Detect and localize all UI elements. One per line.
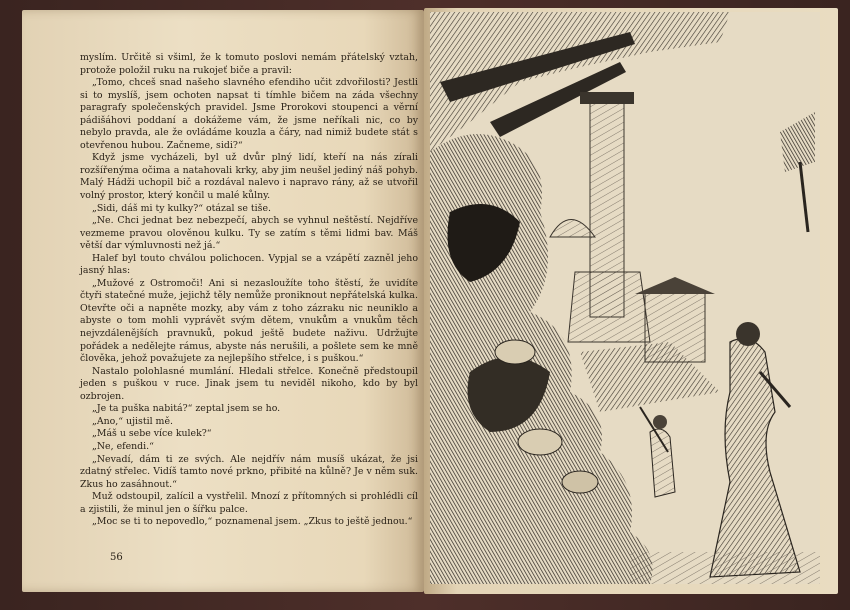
paragraph: „Je ta puška nabitá?“ zeptal jsem se ho. xyxy=(92,403,281,415)
ground xyxy=(630,552,820,584)
paragraph: „Ne, efendi.“ xyxy=(92,440,154,452)
paragraph: Muž odstoupil, zalícil a vystřelil. Mnozí z přítomných si prohlédli cíl a zjistili, že minul jen o šířku palce. xyxy=(80,491,418,515)
paragraph: „Sidi, dáš mi ty kulky?“ otázal se tiše. xyxy=(92,202,271,214)
paragraph: Nastalo polohlasné mumlání. Hledali střelce. Konečně předstoupil jeden s puškou v ruce. Jinak jsem tu neviděl nikoho, kdo by byl ozbrojen. xyxy=(80,365,418,402)
paragraph: „Moc se ti to nepovedlo,“ poznamenal jsem. „Zkus to ještě jednou.“ xyxy=(92,516,413,528)
paragraph: „Nevadí, dám ti ze svých. Ale nejdřív nám musíš ukázat, že jsi zdatný střelec. Vidíš tamto nové prkno, přibité na kůlně? Je v něm suk. Zkus ho zasáhnout.“ xyxy=(80,453,418,490)
left-page xyxy=(22,10,424,592)
page-number: 56 xyxy=(110,552,123,563)
paragraph: myslím. Určitě si všiml, že k tomuto poslovi nemám přátelský vztah, protože položil ruku na rukojeť biče a pravil: xyxy=(80,52,418,76)
paragraph: Když jsme vycházeli, byl už dvůr plný lidí, kteří na nás zírali rozšířenýma očima a natahovali krky, aby jim neušel jediný náš pohyb. Malý Hádži uchopil bič a rozdával nalevo i napravo rány, až se utvořil volný prostor, který končil u malé kůlny. xyxy=(80,152,418,202)
paragraph: „Tomo, chceš snad našeho slavného efendiho učit zdvořilosti? Jestli si to myslíš, jsem ochoten napsat ti tímhle bičem na záda všechny paragrafy společenských pravidel. Jsme Prorokovi stoupenci a věrní pádišáhovi poddaní a dokážeme vám, že jsme neříkali nic, co by nebylo pravda, ale že ovládáme kouzla a čáry, nad nimiž budete stát s otevřenou hubou. Začneme, sidi?“ xyxy=(80,77,418,151)
paragraph: Halef byl touto chválou polichocen. Vypjal se a vzápětí zazněl jeho jasný hlas: xyxy=(80,252,418,277)
paragraph: „Ano,“ ujistil mě. xyxy=(92,415,173,427)
text-block xyxy=(80,52,418,529)
illustration-town-crowd xyxy=(430,12,820,584)
paragraph: „Mužové z Ostromoči! Ani si nezasloužíte toho štěstí, že uvidíte čtyři statečné muže, jejichž těly nemůže proniknout nepřátelská kulka. Otevřte oči a napněte mozky, aby vám z toho zázraku nic neuniklo a abyste o tom mohli vyprávět svým dětem, vnukům a vnukům těch nejvzdálenějších pravnuků, pokud ještě budete naživu. Udržujte pořádek a nedělejte rámus, abyste nás nerušili, a pošlete sem ke mně člověka, jehož považujete za nejlepšího střelce, i s puškou.“ xyxy=(80,277,418,365)
paragraph: „Ne. Chci jednat bez nebezpečí, abych se vyhnul neštěstí. Nejdříve vezmeme pravou olověnou kulku. Ty se zatím s těmi lidmi bav. Máš větší dar výmluvnosti než já.“ xyxy=(80,215,418,252)
paragraph: „Máš u sebe více kulek?“ xyxy=(92,428,212,440)
